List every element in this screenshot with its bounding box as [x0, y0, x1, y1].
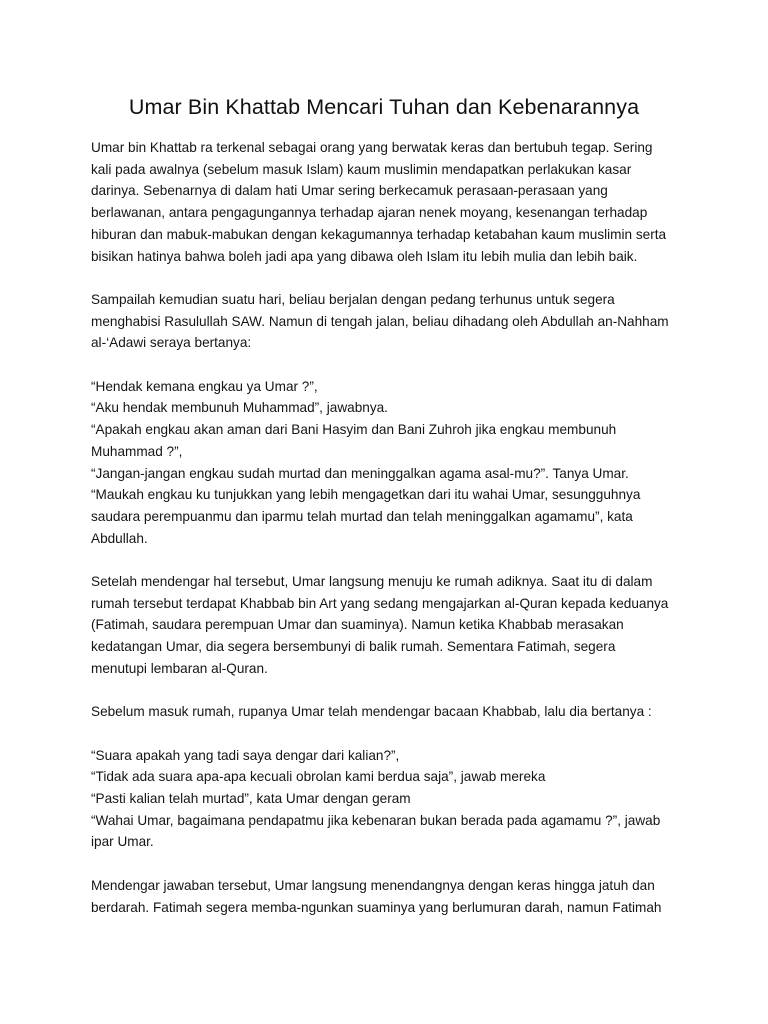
text-line: kali pada awalnya (sebelum masuk Islam) kaum muslimin mendapatkan perlakukan kasar	[91, 161, 632, 177]
dialogue-line: “Jangan-jangan engkau sudah murtad dan meninggalkan agama asal-mu?”. Tanya Umar.	[91, 465, 629, 481]
text-line: kedatangan Umar, dia segera bersembunyi di balik rumah. Sementara Fatimah, segera	[91, 639, 616, 655]
paragraph-1	[91, 137, 691, 267]
text-line: Sebelum masuk rumah, rupanya Umar telah mendengar bacaan Khabbab, lalu dia bertanya :	[91, 704, 652, 720]
text-line: hiburan dan mabuk-mabukan dengan kekagumannya terhadap ketabahan kaum muslimin serta	[91, 226, 667, 242]
dialogue-line: Abdullah.	[91, 530, 148, 546]
text-line: Setelah mendengar hal tersebut, Umar langsung menuju ke rumah adiknya. Saat itu di dalam	[91, 574, 653, 590]
document-body	[91, 137, 691, 940]
paragraph-6-dialogue	[91, 745, 691, 854]
dialogue-line: “Apakah engkau akan aman dari Bani Hasyim dan Bani Zuhroh jika engkau membunuh	[91, 422, 617, 438]
text-line: menutupi lembaran al-Quran.	[91, 660, 268, 676]
text-line: berlawanan, antara pengagungannya terhadap ajaran nenek moyang, kesenangan terhadap	[91, 205, 648, 221]
text-line: rumah tersebut terdapat Khabbab bin Art yang sedang mengajarkan al-Quran kepada keduanya	[91, 595, 669, 611]
document-title: Umar Bin Khattab Mencari Tuhan dan Kebenarannya	[128, 95, 640, 119]
dialogue-line: “Maukah engkau ku tunjukkan yang lebih mengagetkan dari itu wahai Umar, sesungguhnya	[91, 487, 641, 503]
dialogue-line: “Aku hendak membunuh Muhammad”, jawabnya.	[91, 400, 388, 416]
dialogue-line: saudara perempuanmu dan iparmu telah murtad dan telah meninggalkan agamamu”, kata	[91, 508, 633, 524]
text-line: berdarah. Fatimah segera memba-ngunkan suaminya yang berlumuran darah, namun Fatimah	[91, 899, 662, 915]
text-line: Umar bin Khattab ra terkenal sebagai orang yang berwatak keras dan bertubuh tegap. Sering	[91, 140, 653, 155]
text-line: Mendengar jawaban tersebut, Umar langsung menendangnya dengan keras hingga jatuh dan	[91, 877, 655, 893]
dialogue-line: ipar Umar.	[91, 834, 154, 850]
dialogue-line: “Pasti kalian telah murtad”, kata Umar dengan geram	[91, 791, 411, 807]
paragraph-7	[91, 875, 691, 918]
paragraph-3-dialogue	[91, 376, 691, 550]
text-line: (Fatimah, saudara perempuan Umar dan suaminya). Namun ketika Khabbab merasakan	[91, 617, 624, 633]
text-line: menghabisi Rasulullah SAW. Namun di tengah jalan, beliau dihadang oleh Abdullah an-Nahham	[91, 313, 669, 329]
dialogue-line: “Hendak kemana engkau ya Umar ?”,	[91, 378, 318, 394]
paragraph-2	[91, 289, 691, 354]
dialogue-line: “Suara apakah yang tadi saya dengar dari kalian?”,	[91, 747, 400, 763]
text-line: Sampailah kemudian suatu hari, beliau berjalan dengan pedang terhunus untuk segera	[91, 291, 615, 307]
text-line: bisikan hatinya bahwa boleh jadi apa yang dibawa oleh Islam itu lebih mulia dan lebih baik.	[91, 248, 638, 264]
dialogue-line: “Tidak ada suara apa-apa kecuali obrolan kami berdua saja”, jawab mereka	[91, 769, 546, 785]
paragraph-4	[91, 571, 691, 680]
text-line: al-‘Adawi seraya bertanya:	[91, 335, 252, 351]
paragraph-5	[91, 701, 691, 723]
dialogue-line: “Wahai Umar, bagaimana pendapatmu jika kebenaran bukan berada pada agamamu ?”, jawab	[91, 812, 661, 828]
text-line: darinya. Sebenarnya di dalam hati Umar sering berkecamuk perasaan-perasaan yang	[91, 183, 608, 199]
dialogue-line: Muhammad ?”,	[91, 443, 183, 459]
